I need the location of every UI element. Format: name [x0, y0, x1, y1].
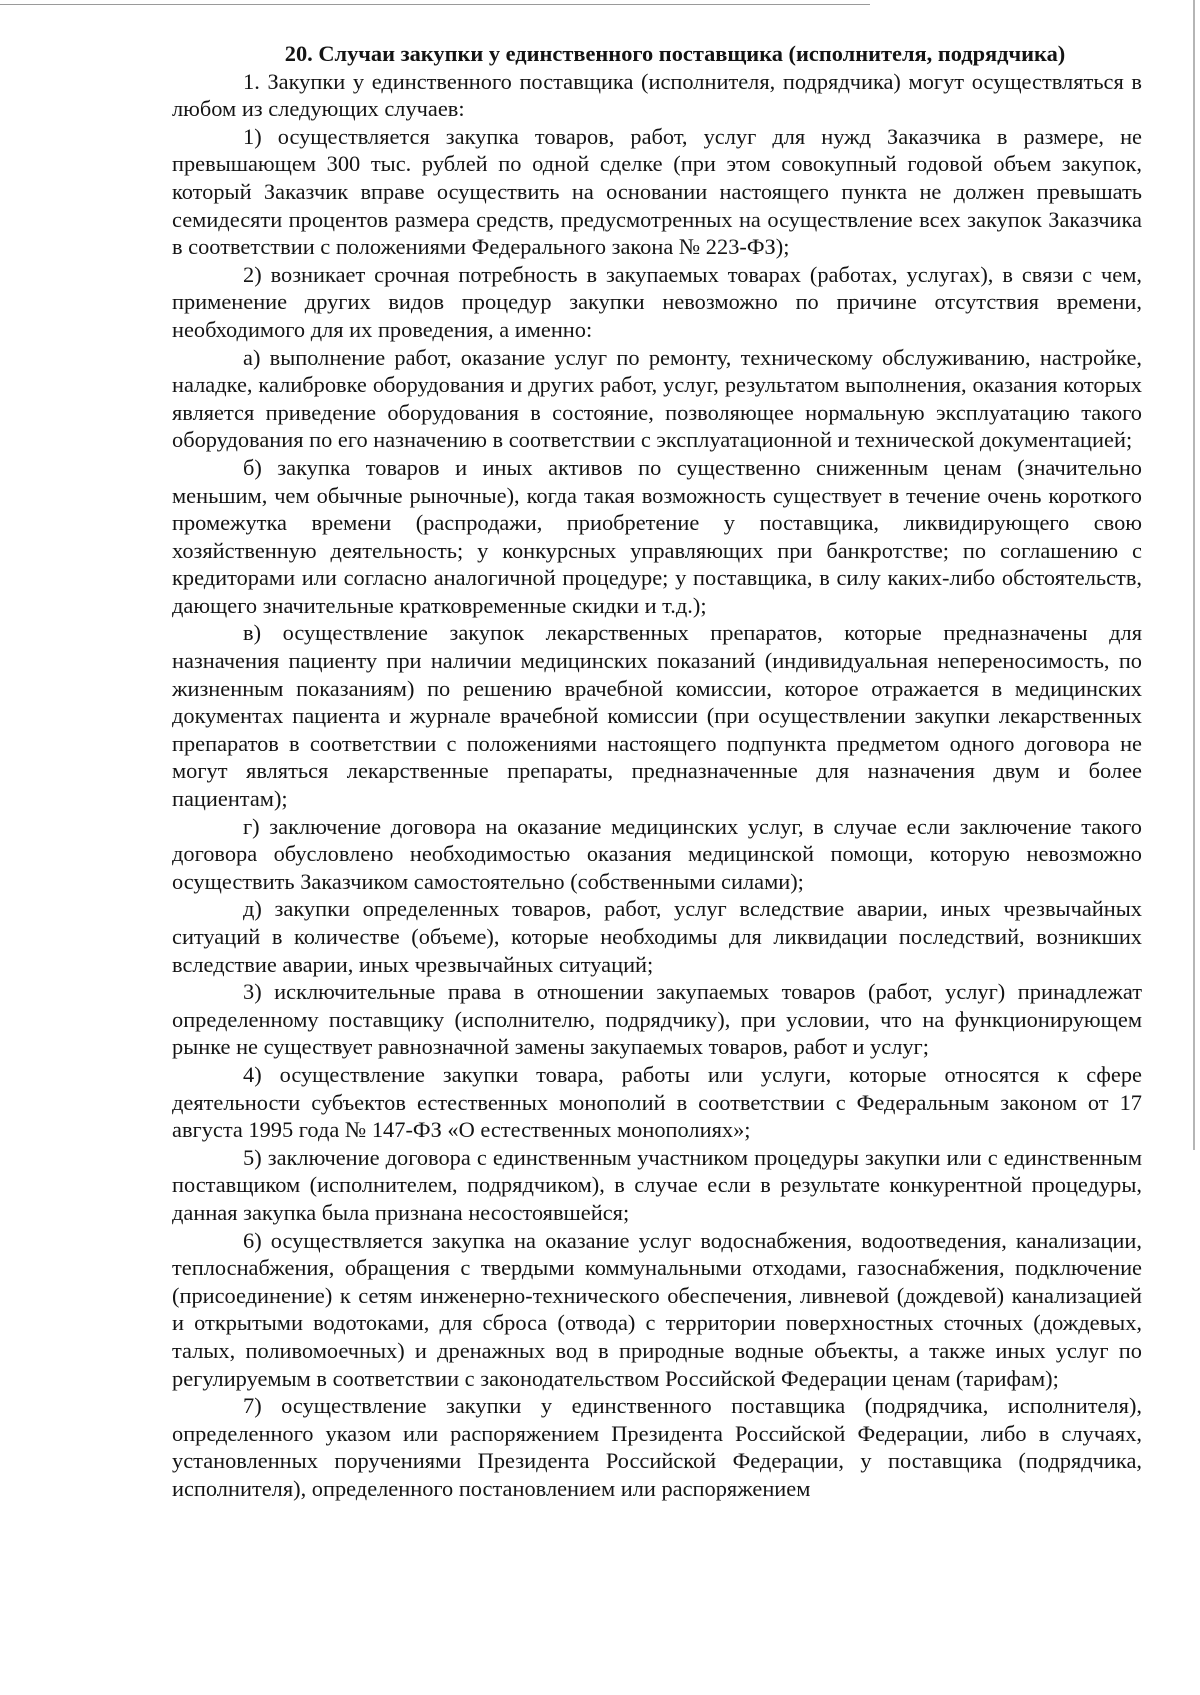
section-title: 20. Случаи закупки у единственного поставщика (исполнителя, подрядчика)	[284, 41, 1066, 66]
paragraph-1-intro: 1. Закупки у единственного поставщика (исполнителя, подрядчика) могут осуществляться в любом из следующих случаев:	[172, 68, 1142, 122]
paragraph-subitem-b: б) закупка товаров и иных активов по существенно сниженным ценам (значительно меньшим, чем обычные рыночные), когда такая возможность существует в течение очень короткого промежутка времени (распродажи, приобретение у поставщика, ликвидирующего свою хозяйственную деятельность; у конкурсных управляющих при банкротстве; по соглашению с кредиторами или согласно аналогичной процедуре; у поставщика, в силу каких-либо обстоятельств, дающего значительные кратковременные скидки и т.д.);	[172, 454, 1142, 618]
paragraph-subitem-d: д) закупки определенных товаров, работ, услуг вследствие аварии, иных чрезвычайных ситуаций в количестве (объеме), которые необходимы для ликвидации последствий, возникших вследствие аварии, иных чрезвычайных ситуаций;	[172, 896, 1142, 977]
paragraph-item-7: 7) осуществление закупки у единственного поставщика (подрядчика, исполнителя), определенного указом или распоряжением Президента Российской Федерации, либо в случаях, установленных поручениями Президента Российской Федерации, у поставщика (подрядчика, исполнителя), определенного постановлением или распоряжением	[172, 1393, 1142, 1501]
paragraph-item-2: 2) возникает срочная потребность в закупаемых товарах (работах, услугах), в связи с чем, применение других видов процедур закупки невозможно по причине отсутствия времени, необходимого для их проведения, а именно:	[172, 261, 1142, 342]
paragraph-item-1: 1) осуществляется закупка товаров, работ, услуг для нужд Заказчика в размере, не превышающем 300 тыс. рублей по одной сделке (при этом совокупный годовой объем закупок, который Заказчик вправе осуществить на основании настоящего пункта не должен превышать семидесяти процентов размера средств, предусмотренных на осуществление всех закупок Заказчика в соответствии с положениями Федерального закона № 223-ФЗ);	[172, 123, 1142, 260]
scan-edge-right	[1193, 0, 1195, 1150]
paragraph-subitem-a: а) выполнение работ, оказание услуг по ремонту, техническому обслуживанию, настройке, наладке, калибровке оборудования и других работ, услуг, результатом выполнения, оказания которых является приведение оборудования в состояние, позволяющее нормальную эксплуатацию такого оборудования по его назначению в соответствии с эксплуатационной и технической документацией;	[172, 344, 1142, 453]
paragraph-item-6: 6) осуществляется закупка на оказание услуг водоснабжения, водоотведения, канализации, теплоснабжения, обращения с твердыми коммунальными отходами, газоснабжения, подключение (присоединение) к сетям инженерно-технического обеспечения, ливневой (дождевой) канализацией и открытыми водотоками, для сброса (отвода) с территории поверхностных сточных (дождевых, талых, поливомоечных) и дренажных вод в природные водные объекты, а также иных услуг по регулируемым в соответствии с законодательством Российской Федерации ценам (тарифам);	[172, 1227, 1142, 1391]
paragraph-item-5: 5) заключение договора с единственным участником процедуры закупки или с единственным поставщиком (исполнителем, подрядчиком), в случае если в результате конкурентной процедуры, данная закупка была признана несостоявшейся;	[172, 1144, 1142, 1225]
paragraph-subitem-v: в) осуществление закупок лекарственных препаратов, которые предназначены для назначения пациенту при наличии медицинских показаний (индивидуальная непереносимость, по жизненным показаниям) по решению врачебной комиссии, которое отражается в медицинских документах пациента и журнале врачебной комиссии (при осуществлении закупки лекарственных препаратов в соответствии с положениями настоящего подпункта предметом одного договора не могут являться лекарственные препараты, предназначенные для назначения двум и более пациентам);	[172, 620, 1142, 812]
paragraph-item-3: 3) исключительные права в отношении закупаемых товаров (работ, услуг) принадлежат определенному поставщику (исполнителю, подрядчику), при условии, что на функционирующем рынке не существует равнозначной замены закупаемых товаров, работ и услуг;	[172, 979, 1142, 1060]
scan-edge-top	[0, 0, 870, 5]
document-body	[172, 40, 1142, 1502]
paragraph-item-4: 4) осуществление закупки товара, работы или услуги, которые относятся к сфере деятельности субъектов естественных монополий в соответствии с Федеральным законом от 17 августа 1995 года № 147-ФЗ «О естественных монополиях»;	[172, 1061, 1142, 1143]
paragraph-subitem-g: г) заключение договора на оказание медицинских услуг, в случае если заключение такого договора обусловлено необходимостью оказания медицинской помощи, которую невозможно осуществить Заказчиком самостоятельно (собственными силами);	[172, 813, 1142, 894]
